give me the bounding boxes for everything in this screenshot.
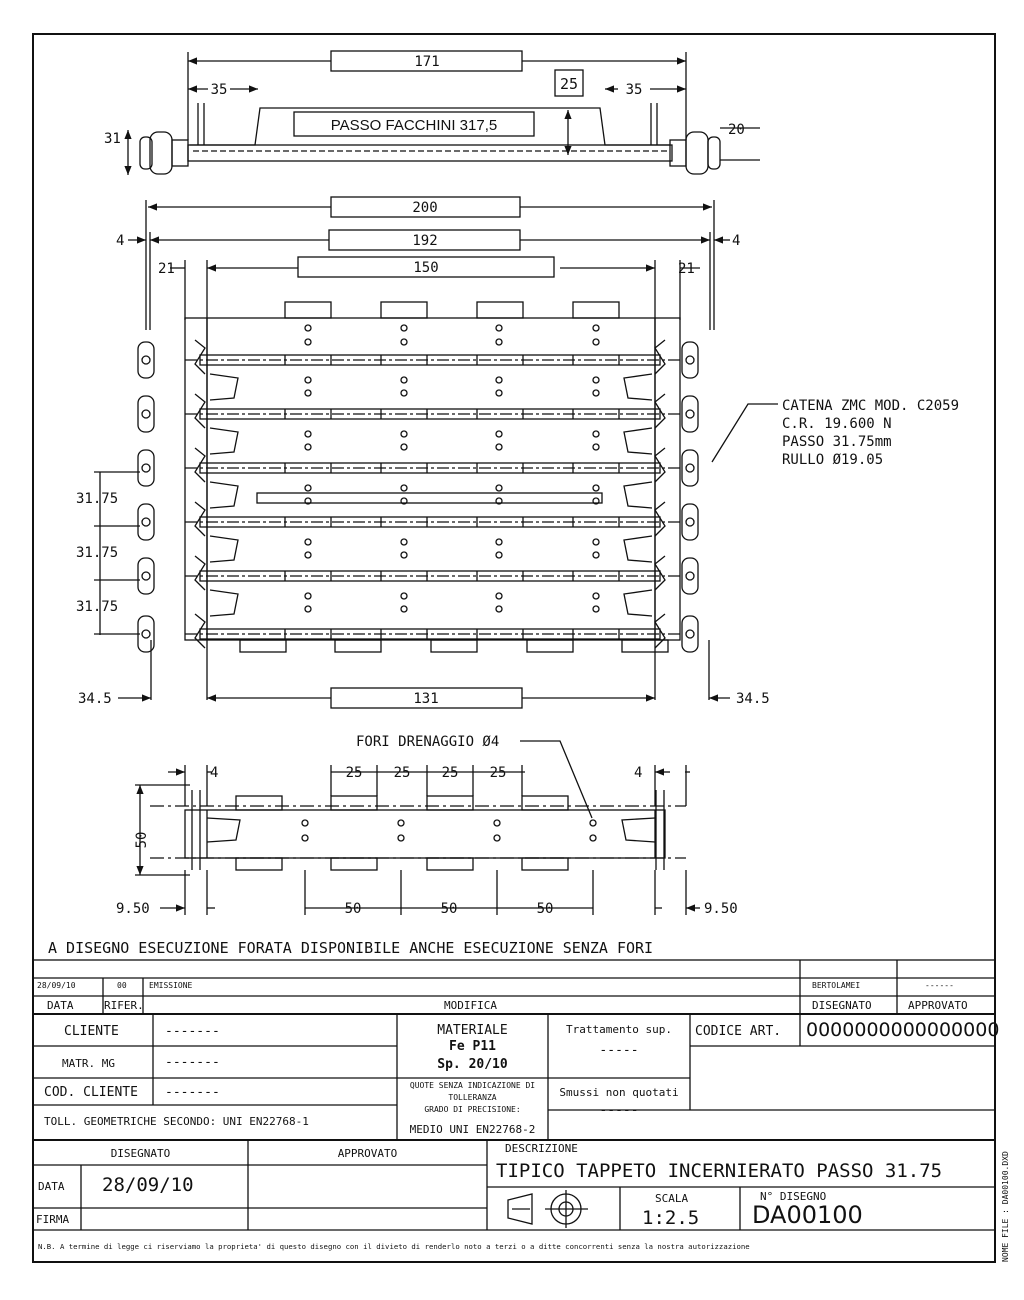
side-dim-50-height: 50 — [134, 831, 150, 849]
pitch-3: 31.75 — [76, 599, 119, 615]
side-dim-4-left: 4 — [210, 765, 219, 781]
rev-drawn: BERTOLAMEI — [812, 981, 861, 990]
materiale-value-2: Sp. 20/10 — [437, 1057, 508, 1072]
side-guide-left — [210, 428, 238, 454]
chain-roller-left — [138, 396, 154, 432]
dim-34-5-left: 34.5 — [78, 691, 112, 707]
dim-31: 31 — [104, 131, 121, 147]
dim-35-right: 35 — [625, 82, 643, 98]
matr-value: ------- — [165, 1055, 220, 1070]
link-plate-right — [655, 448, 665, 482]
rev-approved: ------ — [925, 981, 954, 990]
roller-pin-left — [142, 464, 150, 472]
cod-cliente-label: COD. CLIENTE — [44, 1085, 138, 1100]
drain-hole — [305, 339, 311, 345]
link-plate-right — [655, 614, 665, 648]
toll-label: TOLL. GEOMETRICHE SECONDO: UNI EN22768-1 — [44, 1115, 309, 1128]
dim-34-5-right: 34.5 — [736, 691, 770, 707]
drain-hole — [496, 539, 502, 545]
roller-pin-left — [142, 630, 150, 638]
side-guide-right — [624, 536, 652, 562]
roller-pin-right — [686, 464, 694, 472]
link-plate-left — [195, 340, 205, 374]
chain-roller-right — [682, 558, 698, 594]
drain-hole — [401, 485, 407, 491]
dim-192: 192 — [412, 233, 438, 249]
rev-num: 00 — [117, 981, 127, 990]
drain-hole — [496, 552, 502, 558]
smussi-label: Smussi non quotati — [559, 1086, 679, 1099]
scala-value: 1:2.5 — [642, 1207, 700, 1229]
side-dim-25-c: 25 — [441, 765, 459, 781]
drain-hole — [401, 552, 407, 558]
rev-desc: EMISSIONE — [149, 981, 193, 990]
hdr-approvato: APPROVATO — [908, 999, 968, 1012]
codice-art-label: CODICE ART. — [695, 1024, 782, 1039]
matr-label: MATR. MG — [62, 1057, 115, 1070]
drain-hole — [496, 390, 502, 396]
pitch-1: 31.75 — [76, 491, 119, 507]
link-plate-left — [195, 502, 205, 536]
roller-pin-right — [686, 410, 694, 418]
cliente-label: CLIENTE — [64, 1024, 119, 1039]
side-guide-left — [210, 536, 238, 562]
chain-roller-right — [682, 450, 698, 486]
roller-pin-right — [686, 572, 694, 580]
chain-note-1: CATENA ZMC MOD. C2059 — [782, 398, 960, 414]
drain-hole — [305, 539, 311, 545]
scala-label: SCALA — [655, 1192, 689, 1205]
drain-hole — [401, 339, 407, 345]
drain-hole — [496, 593, 502, 599]
side-view — [135, 741, 700, 915]
drain-hole — [401, 593, 407, 599]
roller-pin-left — [142, 572, 150, 580]
drain-hole — [593, 552, 599, 558]
drain-hole — [496, 431, 502, 437]
chain-note-4: RULLO Ø19.05 — [782, 452, 884, 468]
side-dim-4-right: 4 — [634, 765, 643, 781]
drain-hole — [401, 444, 407, 450]
chain-roller-right — [682, 616, 698, 652]
chain-roller-left — [138, 558, 154, 594]
drain-hole — [593, 339, 599, 345]
dim-171: 171 — [414, 54, 440, 70]
drain-hole — [305, 325, 311, 331]
note-a: A DISEGNO ESECUZIONE FORATA DISPONIBILE ANCHE ESECUZIONE SENZA FORI — [48, 939, 654, 957]
drain-hole — [593, 539, 599, 545]
drain-hole — [305, 377, 311, 383]
side-dim-50-b: 50 — [440, 901, 458, 917]
side-dim-25-d: 25 — [489, 765, 507, 781]
dim-131: 131 — [413, 691, 439, 707]
drain-hole — [401, 390, 407, 396]
quote-line-1: QUOTE SENZA INDICAZIONE DI — [409, 1081, 536, 1090]
drain-hole — [593, 377, 599, 383]
dim-25-box: 25 — [559, 75, 579, 93]
pitch-2: 31.75 — [76, 545, 119, 561]
drain-hole — [401, 325, 407, 331]
drain-hole — [401, 606, 407, 612]
side-guide-right — [624, 590, 652, 616]
cliente-value: ------- — [165, 1024, 220, 1039]
chain-roller-right — [682, 342, 698, 378]
chain-roller-left — [138, 504, 154, 540]
drain-hole — [593, 485, 599, 491]
side-dim-25-b: 25 — [393, 765, 411, 781]
chain-roller-right — [682, 396, 698, 432]
chain-roller-left — [138, 342, 154, 378]
dim-4-right: 4 — [732, 233, 741, 249]
side-guide-left — [210, 590, 238, 616]
descrizione-value: TIPICO TAPPETO INCERNIERATO PASSO 31.75 — [496, 1160, 943, 1182]
n-disegno-value: DA00100 — [752, 1201, 863, 1229]
hinge-tab — [240, 640, 286, 652]
roller-pin-left — [142, 518, 150, 526]
drain-hole — [593, 431, 599, 437]
chain-roller-left — [138, 450, 154, 486]
link-plate-left — [195, 448, 205, 482]
dim-200: 200 — [412, 200, 438, 216]
drain-hole — [593, 390, 599, 396]
drain-hole — [496, 485, 502, 491]
precisione-value: MEDIO UNI EN22768-2 — [409, 1123, 536, 1136]
hinge-tab — [381, 302, 427, 318]
drain-hole — [305, 606, 311, 612]
data-label: DATA — [38, 1180, 65, 1193]
drain-hole — [593, 593, 599, 599]
drain-hole — [305, 485, 311, 491]
quote-line-2: TOLLERANZA — [448, 1093, 497, 1102]
side-dim-50-a: 50 — [344, 901, 362, 917]
nb-note: N.B. A termine di legge ci riserviamo la proprieta' di questo disegno con il divieto di renderlo noto a terzi o a ditte concorrenti senza la nostra autorizzazione — [38, 1242, 750, 1251]
drain-hole — [496, 444, 502, 450]
data-value: 28/09/10 — [102, 1174, 194, 1196]
side-guide-right — [624, 374, 652, 400]
hinge-tab — [335, 640, 381, 652]
side-dim-50-c: 50 — [536, 901, 554, 917]
dim-21-right: 21 — [678, 261, 695, 277]
link-plate-right — [655, 340, 665, 374]
top-view — [128, 51, 760, 175]
side-guide-left — [210, 482, 238, 508]
chain-note-2: C.R. 19.600 N — [782, 416, 892, 432]
drain-hole — [401, 431, 407, 437]
side-guide-left — [210, 374, 238, 400]
side-guide-right — [624, 482, 652, 508]
drain-hole — [305, 444, 311, 450]
drain-hole — [401, 377, 407, 383]
hdr-modifica: MODIFICA — [444, 999, 497, 1012]
drain-hole — [305, 390, 311, 396]
rev-date: 28/09/10 — [37, 981, 76, 990]
hinge-tab — [285, 302, 331, 318]
roller-pin-left — [142, 356, 150, 364]
drain-hole — [496, 377, 502, 383]
drain-hole — [593, 325, 599, 331]
roller-pin-right — [686, 356, 694, 364]
approvato-label: APPROVATO — [337, 1147, 398, 1160]
smussi-value: ----- — [599, 1103, 639, 1118]
roller-pin-right — [686, 518, 694, 526]
link-plate-left — [195, 394, 205, 428]
drain-hole — [496, 325, 502, 331]
file-name: NOME FILE : DA00100.DXD — [1001, 1151, 1010, 1262]
codice-art-value: 0000000000000000 — [806, 1019, 1000, 1041]
trattamento-label: Trattamento sup. — [566, 1023, 672, 1036]
drain-hole — [401, 539, 407, 545]
roller-pin-left — [142, 410, 150, 418]
link-plate-left — [195, 614, 205, 648]
firma-label: FIRMA — [36, 1213, 70, 1226]
chain-note-3: PASSO 31.75mm — [782, 434, 892, 450]
quote-line-3: GRADO DI PRECISIONE: — [424, 1105, 521, 1114]
dim-20: 20 — [728, 122, 745, 138]
drain-hole — [305, 593, 311, 599]
hinge-tab — [573, 302, 619, 318]
side-dim-9-50-left: 9.50 — [116, 901, 150, 917]
descrizione-label: DESCRIZIONE — [505, 1142, 578, 1155]
materiale-label: MATERIALE — [437, 1023, 508, 1038]
hinge-tab — [431, 640, 477, 652]
disegnato-label: DISEGNATO — [110, 1147, 171, 1160]
drain-hole — [496, 339, 502, 345]
hdr-rifer: RIFER. — [104, 999, 144, 1012]
fori-drenaggio-label: FORI DRENAGGIO Ø4 — [356, 734, 500, 750]
link-plate-right — [655, 394, 665, 428]
drain-hole — [496, 606, 502, 612]
roller-pin-right — [686, 630, 694, 638]
materiale-value-1: Fe P11 — [449, 1039, 496, 1054]
hinge-tab — [527, 640, 573, 652]
drain-hole — [593, 444, 599, 450]
n-disegno-label: N° DISEGNO — [760, 1190, 827, 1203]
trattamento-value: ----- — [599, 1043, 639, 1058]
cod-cliente-value: ------- — [165, 1085, 220, 1100]
dim-21-left: 21 — [158, 261, 175, 277]
dim-35-left: 35 — [210, 82, 228, 98]
side-guide-right — [624, 428, 652, 454]
side-dim-9-50-right: 9.50 — [704, 901, 738, 917]
drain-hole — [305, 552, 311, 558]
link-plate-right — [655, 556, 665, 590]
dim-4-left: 4 — [116, 233, 125, 249]
hdr-disegnato: DISEGNATO — [812, 999, 872, 1012]
link-plate-right — [655, 502, 665, 536]
side-dim-25-a: 25 — [345, 765, 363, 781]
drain-hole — [305, 431, 311, 437]
hinge-tab — [477, 302, 523, 318]
chain-roller-right — [682, 504, 698, 540]
drain-hole — [593, 606, 599, 612]
hdr-data: DATA — [47, 999, 74, 1012]
passo-facchini-label: PASSO FACCHINI 317,5 — [330, 117, 498, 134]
link-plate-left — [195, 556, 205, 590]
dim-150: 150 — [413, 260, 439, 276]
